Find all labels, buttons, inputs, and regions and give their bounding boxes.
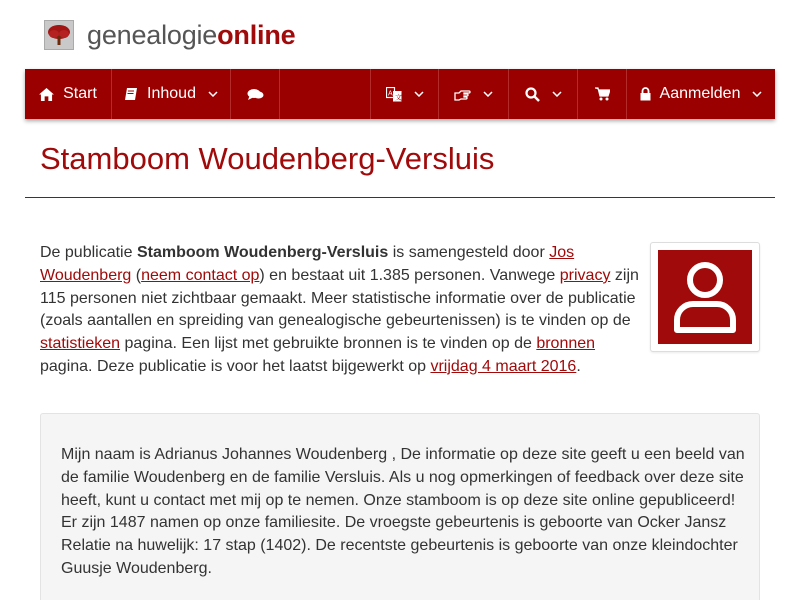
privacy-link[interactable]: privacy <box>559 266 611 284</box>
statistics-link[interactable]: statistieken <box>40 335 121 353</box>
contact-link[interactable]: neem contact op <box>141 266 260 284</box>
intro-text: zijn 115 personen niet zichtbaar gemaakt. Meer statistische informatie over de publicatie (zoals aantallen en spreiding van genealogische gebeurtenissen) is te vinden op de <box>40 266 639 330</box>
intro-text: ) en bestaat uit 1.385 personen. Vanwege <box>259 266 560 284</box>
comments-icon <box>247 88 264 101</box>
nav-login-label: Aanmelden <box>659 85 741 102</box>
shopping-cart-icon <box>595 87 610 101</box>
last-updated-link[interactable]: vrijdag 4 maart 2016 <box>430 357 577 375</box>
nav-start-label: Start <box>63 85 97 102</box>
intro-text: ( <box>131 266 142 284</box>
author-avatar[interactable] <box>650 242 760 352</box>
nav-share[interactable] <box>439 69 509 119</box>
title-divider <box>25 197 775 198</box>
publication-intro <box>40 242 640 379</box>
tree-icon <box>44 20 74 50</box>
hand-pointer-icon <box>454 88 471 101</box>
site-logo[interactable] <box>44 19 295 51</box>
brand-name <box>87 20 295 51</box>
author-link[interactable]: Jos Woudenberg <box>40 244 575 284</box>
intro-text: pagina. Deze publicatie is voor het laatst bijgewerkt op <box>40 357 431 375</box>
intro-text: pagina. Een lijst met gebruikte bronnen is te vinden op de <box>120 335 537 353</box>
nav-cart[interactable] <box>578 69 627 119</box>
nav-start[interactable] <box>25 69 112 119</box>
page-title: Stamboom Woudenberg-Versluis <box>40 141 495 176</box>
chevron-down-icon <box>208 91 218 97</box>
home-icon <box>39 88 54 101</box>
nav-login[interactable] <box>627 69 775 119</box>
nav-search[interactable] <box>509 69 578 119</box>
svg-text:文: 文 <box>394 94 402 101</box>
description-panel <box>40 413 760 600</box>
chevron-down-icon <box>414 91 424 97</box>
main-navbar <box>25 69 775 119</box>
book-icon <box>124 87 138 101</box>
svg-text:A: A <box>387 90 393 97</box>
nav-language[interactable] <box>370 69 439 119</box>
nav-inhoud-label: Inhoud <box>147 85 196 102</box>
navbar-spacer <box>280 69 370 119</box>
publication-name: Stamboom Woudenberg-Versluis <box>136 244 389 261</box>
nav-inhoud[interactable] <box>112 69 231 119</box>
brand-suffix: online <box>217 19 296 50</box>
chevron-down-icon <box>483 91 493 97</box>
sources-link[interactable]: bronnen <box>536 335 596 353</box>
brand-prefix: genealogie <box>87 19 218 50</box>
chevron-down-icon <box>552 91 562 97</box>
search-icon <box>525 87 540 102</box>
publication-description: Mijn naam is Adrianus Johannes Woudenberg , De informatie op deze site geeft u een beeld van de familie Woudenberg en de familie Versluis. Als u nog opmerkingen of feedback over deze site heeft, kunt u contact met mij op te nemen. Onze stamboom is op deze site online gepubliceerd! Er zijn 1487 namen op onze familiesite. De vroegste gebeurtenis is geboorte van Ocker Jansz Relatie na huwelijk: 17 stap (1402). De recentste gebeurtenis is geboorte van onze kleindochter Guusje Woudenberg. <box>61 446 745 577</box>
intro-text: is samengesteld door <box>388 244 550 261</box>
translate-icon <box>386 87 402 102</box>
intro-text: . <box>576 357 581 375</box>
user-icon <box>658 250 752 344</box>
nav-chat[interactable] <box>231 69 280 119</box>
lock-icon <box>640 87 651 101</box>
intro-text: De publicatie <box>40 244 137 261</box>
chevron-down-icon <box>752 91 762 97</box>
